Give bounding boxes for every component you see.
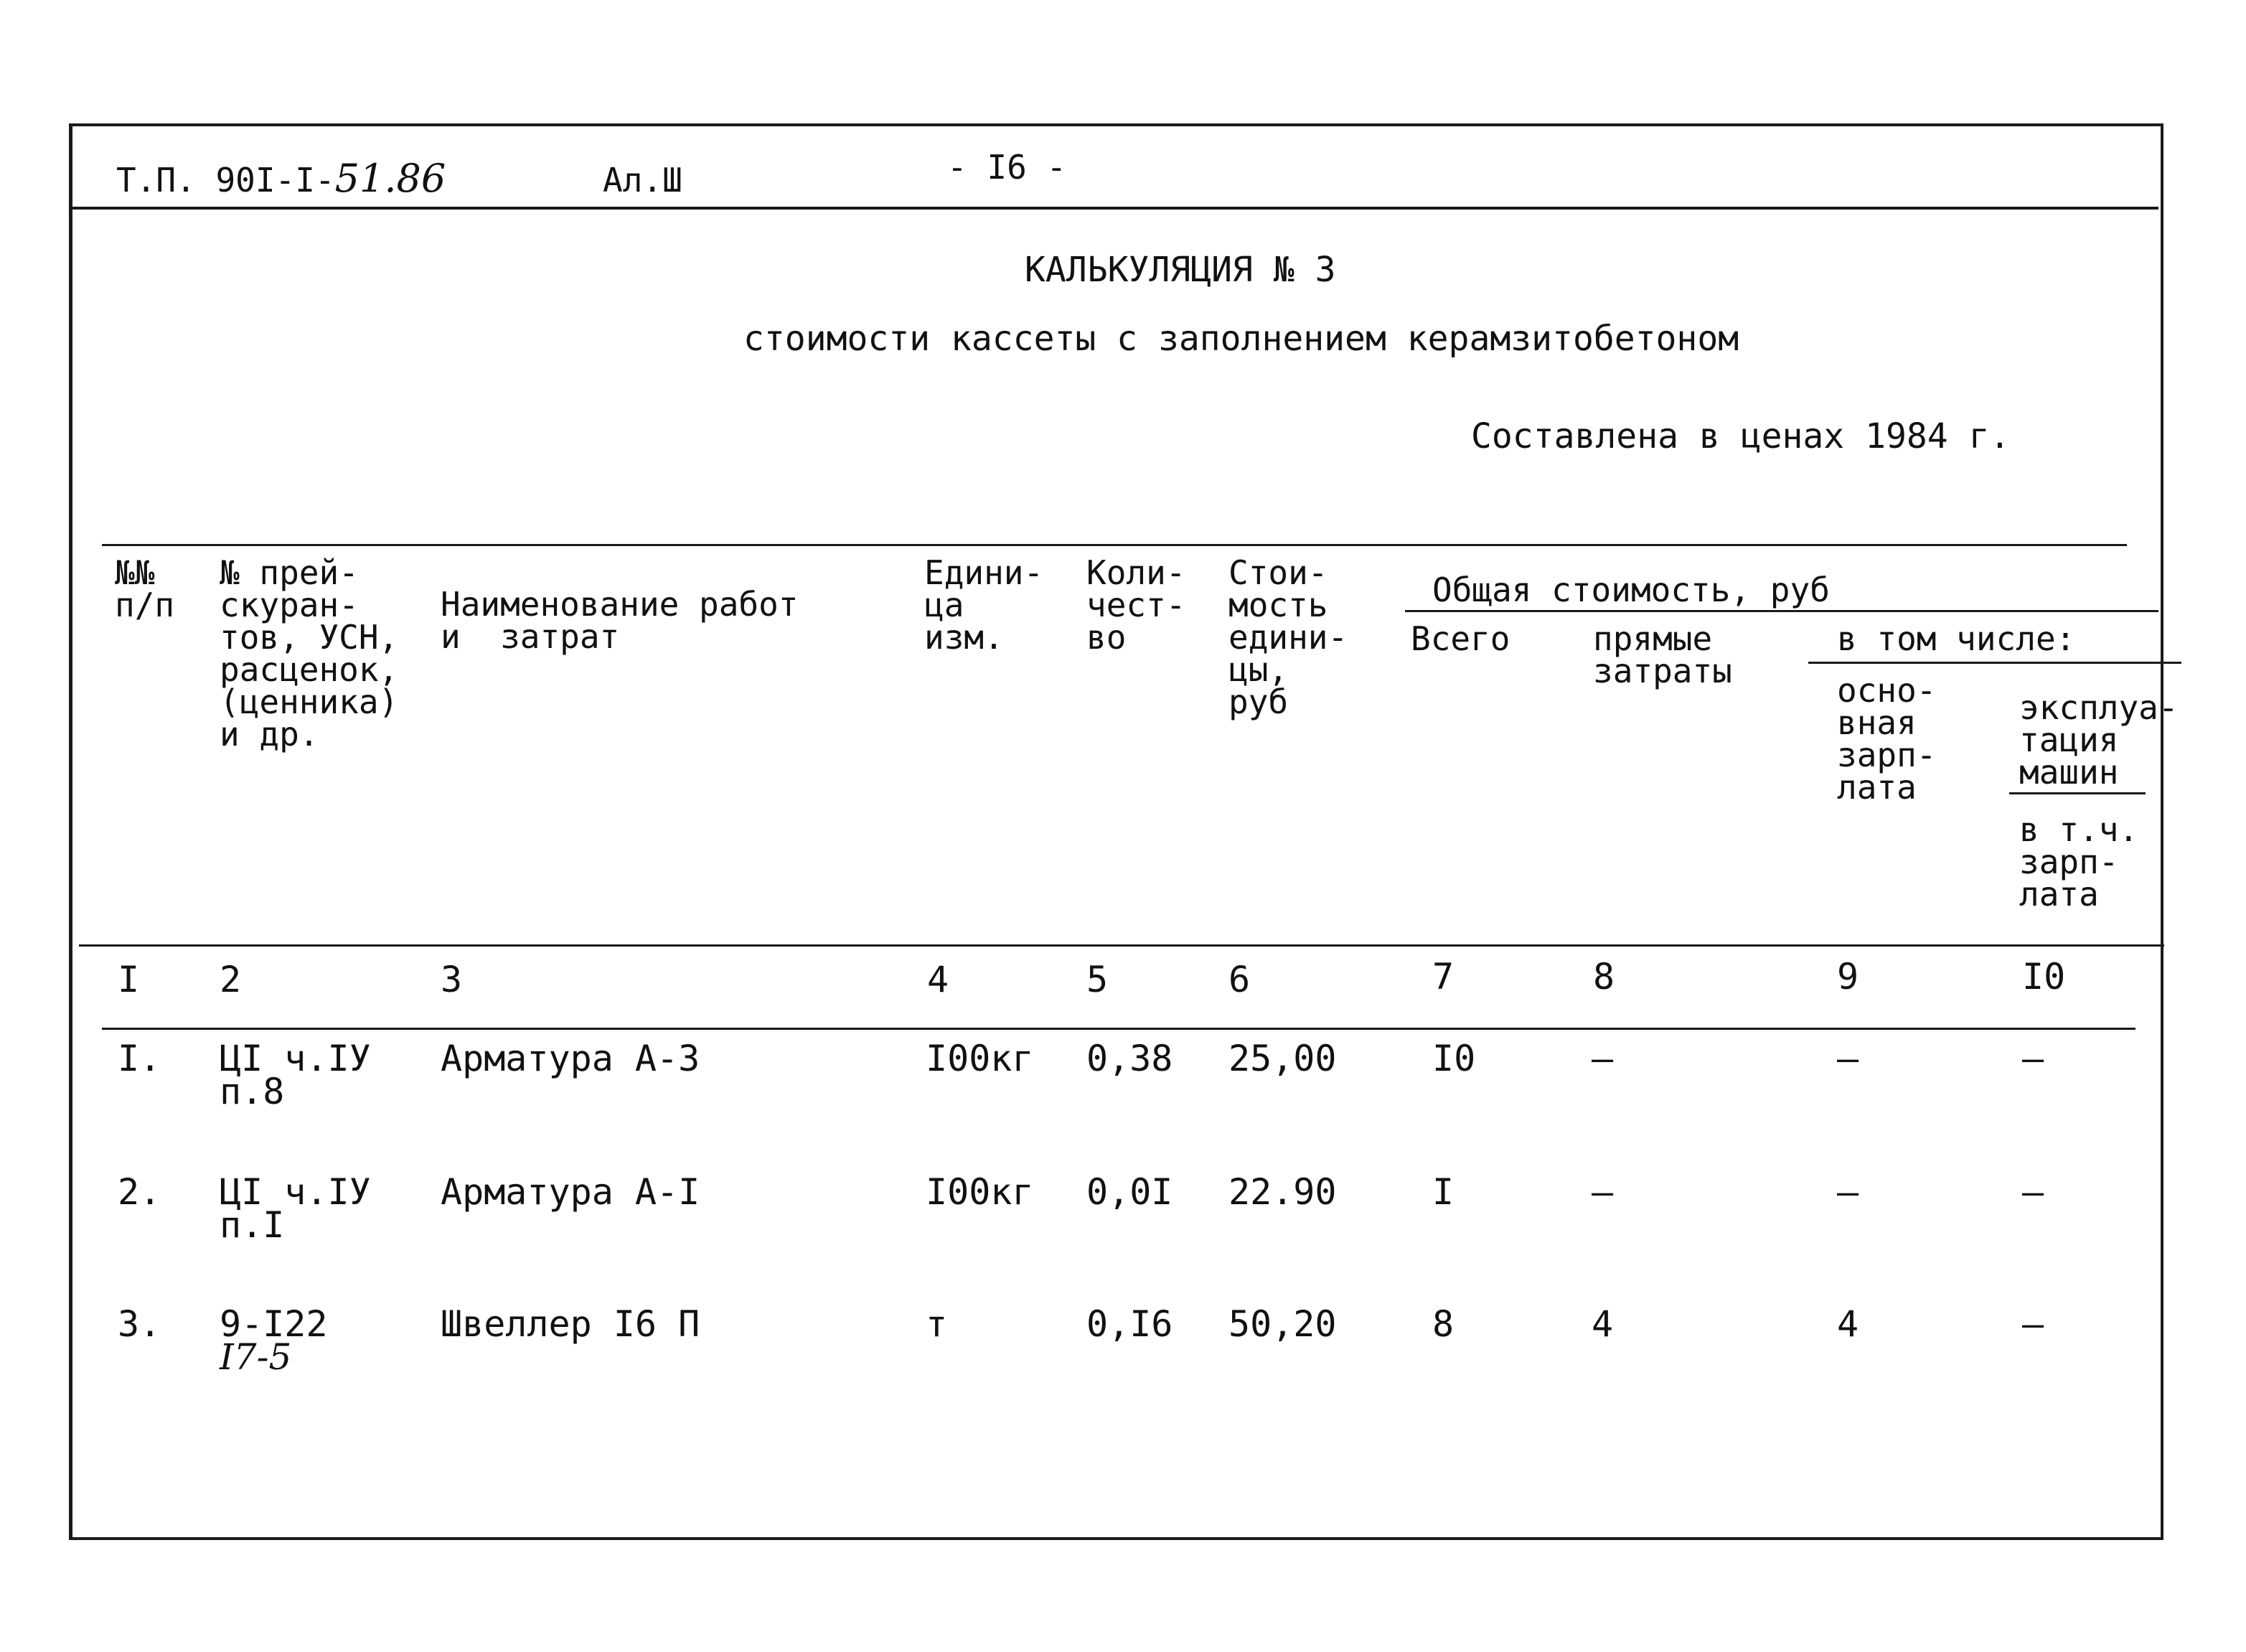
row-2-qty: 0,0I xyxy=(1086,1171,1173,1213)
header-divider xyxy=(70,207,2158,210)
col-header-machine: эксплуа- тация машин xyxy=(2019,688,2179,792)
col-header-qty: Коли- чест- во xyxy=(1086,553,1186,657)
col-header-total: Всего xyxy=(1411,619,1510,658)
col-number-2: 2 xyxy=(220,959,242,1000)
row-2-name: Арматура А-I xyxy=(441,1171,700,1213)
group-rule xyxy=(1405,610,2158,612)
row-2-price: 22.90 xyxy=(1228,1171,1337,1213)
row-2-num: 2. xyxy=(118,1171,161,1213)
album-label: Ал.Ш xyxy=(603,161,682,200)
row-1-unit: I00кг xyxy=(926,1038,1034,1079)
col-number-7: 7 xyxy=(1432,956,1455,998)
tp-handwritten: 51.86 xyxy=(334,156,446,201)
row-3-machine: – xyxy=(2022,1303,2044,1345)
subgroup-rule xyxy=(1808,662,2181,664)
tp-number: Т.П. 90I-I-51.86 xyxy=(116,156,446,201)
col-number-9: 9 xyxy=(1837,956,1859,998)
doc-subtitle: стоимости кассеты с заполнением керамзитобетоном xyxy=(743,319,1739,359)
col-header-direct: прямые затраты xyxy=(1593,619,1732,691)
col-number-10: I0 xyxy=(2022,956,2066,998)
col-header-subgroup: в том числе: xyxy=(1837,619,2076,658)
col-header-name: Наименование работ и затрат xyxy=(441,585,799,657)
row-2-unit: I00кг xyxy=(926,1171,1034,1213)
row-1-machine: – xyxy=(2022,1038,2044,1079)
prices-note: Составлена в ценах 1984 г. xyxy=(1471,416,2011,456)
row-3-ref-item: I7-5 xyxy=(220,1336,292,1378)
row-1-num: I. xyxy=(118,1038,161,1079)
row-1-ref-item: п.8 xyxy=(220,1071,285,1112)
col-header-group: Общая стоимость, руб xyxy=(1432,571,1830,609)
row-3-qty: 0,I6 xyxy=(1086,1303,1173,1345)
col-header-num: №№ п/п xyxy=(115,553,175,625)
row-1-total: I0 xyxy=(1432,1038,1476,1079)
row-2-ref: ЦI ч.IУ xyxy=(220,1171,371,1213)
col-header-unit: Едини- ца изм. xyxy=(924,553,1044,657)
col-header-price: Стои- мость едини- цы, руб xyxy=(1228,553,1348,722)
row-2-ref-item: п.I xyxy=(220,1204,285,1246)
row-2-wage: – xyxy=(1837,1171,1859,1213)
col-number-5: 5 xyxy=(1086,959,1109,1000)
row-1-price: 25,00 xyxy=(1228,1038,1337,1079)
col-header-wage: осно- вная зарп- лата xyxy=(1837,671,1937,807)
col-header-machine-wage: в т.ч. зарп- лата xyxy=(2019,810,2139,914)
row-2-direct: – xyxy=(1592,1171,1614,1213)
col-number-3: 3 xyxy=(441,959,463,1000)
row-3-num: 3. xyxy=(118,1303,161,1345)
col-number-8: 8 xyxy=(1593,956,1615,998)
row-3-unit: т xyxy=(926,1303,948,1345)
row-3-wage: 4 xyxy=(1837,1303,1859,1345)
row-1-ref: ЦI ч.IУ xyxy=(220,1038,371,1079)
row-3-name: Швеллер I6 П xyxy=(441,1303,700,1345)
row-3-total: 8 xyxy=(1432,1303,1455,1345)
col-number-1: I xyxy=(118,959,140,1000)
row-1-wage: – xyxy=(1837,1038,1859,1079)
header-bottom-rule xyxy=(79,944,2164,947)
row-3-price: 50,20 xyxy=(1228,1303,1337,1345)
numbers-bottom-rule xyxy=(102,1028,2135,1030)
page-number: - I6 - xyxy=(947,148,1067,187)
row-1-name: Арматура А-3 xyxy=(441,1038,700,1079)
row-1-qty: 0,38 xyxy=(1086,1038,1173,1079)
table-top-rule xyxy=(102,544,2127,546)
machine-rule xyxy=(2009,792,2146,794)
row-1-direct: – xyxy=(1592,1038,1614,1079)
row-3-direct: 4 xyxy=(1592,1303,1614,1345)
col-header-ref: № прей- скуран- тов, УСН, расценок, (ценника) и др. xyxy=(220,553,399,754)
row-3-ref: 9-I22 xyxy=(220,1303,328,1345)
col-number-4: 4 xyxy=(927,959,949,1000)
col-number-6: 6 xyxy=(1228,959,1251,1000)
row-2-machine: – xyxy=(2022,1171,2044,1213)
row-2-total: I xyxy=(1432,1171,1455,1213)
doc-title: КАЛЬКУЛЯЦИЯ № 3 xyxy=(1025,250,1336,290)
